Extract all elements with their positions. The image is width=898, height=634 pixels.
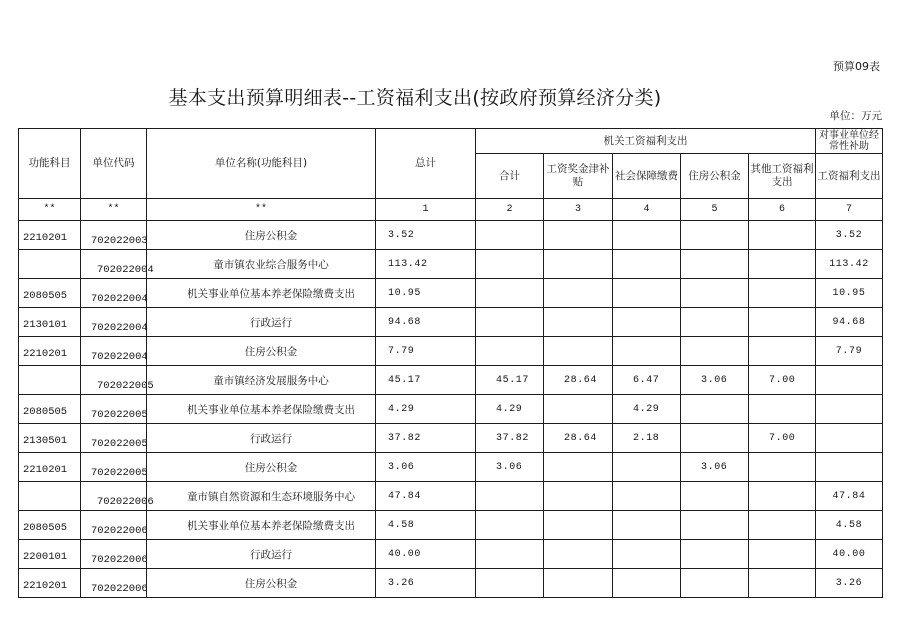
total-cell: 10.95 (376, 279, 476, 308)
housing-cell (681, 279, 749, 308)
table-row (19, 424, 883, 453)
total-cell: 7.79 (376, 337, 476, 366)
table-row (19, 250, 883, 279)
unit-name-cell: 行政运行 (147, 540, 376, 569)
subtotal-cell: 3.06 (476, 453, 544, 482)
housing-cell (681, 569, 749, 598)
header-total: 总计 (376, 129, 476, 199)
page-title: 基本支出预算明细表--工资福利支出(按政府预算经济分类) (168, 87, 662, 109)
unit-code-cell: 702022004 (81, 279, 147, 308)
wages-cell (544, 250, 613, 279)
unit-label: 单位：万元 (829, 110, 882, 122)
housing-cell (681, 250, 749, 279)
social-cell (613, 279, 681, 308)
unit-code-cell: 702022005 (81, 395, 147, 424)
table-row (19, 308, 883, 337)
other-cell (749, 569, 816, 598)
subtotal-cell (476, 279, 544, 308)
other-cell (749, 250, 816, 279)
social-cell (613, 308, 681, 337)
index-cell: ** (81, 199, 147, 221)
other-cell (749, 279, 816, 308)
subtotal-cell (476, 540, 544, 569)
unit-name-cell: 住房公积金 (147, 221, 376, 250)
total-cell: 40.00 (376, 540, 476, 569)
total-cell: 113.42 (376, 250, 476, 279)
housing-cell (681, 308, 749, 337)
other-cell (749, 511, 816, 540)
wages-cell (544, 395, 613, 424)
index-cell: 4 (613, 199, 681, 221)
header-gov-wage-group: 机关工资福利支出 (476, 129, 816, 154)
func-code-cell: 2080505 (19, 395, 81, 424)
func-code-cell: 2210201 (19, 453, 81, 482)
unit-code-cell: 702022004 (81, 250, 147, 279)
budget-table (18, 128, 883, 598)
index-cell: 1 (376, 199, 476, 221)
housing-cell (681, 540, 749, 569)
wages-cell (544, 337, 613, 366)
func-code-cell: 2080505 (19, 279, 81, 308)
inst-wages-cell: 7.79 (816, 337, 883, 366)
unit-name-cell: 行政运行 (147, 308, 376, 337)
table-row (19, 569, 883, 598)
subtotal-cell: 4.29 (476, 395, 544, 424)
unit-code-cell: 702022004 (81, 308, 147, 337)
inst-wages-cell: 3.52 (816, 221, 883, 250)
index-row (19, 199, 883, 221)
inst-wages-cell: 94.68 (816, 308, 883, 337)
header-wages: 工资奖金津补贴 (544, 154, 613, 199)
wages-cell (544, 221, 613, 250)
unit-name-cell: 机关事业单位基本养老保险缴费支出 (147, 511, 376, 540)
social-cell (613, 540, 681, 569)
form-number-label: 预算09表 (833, 60, 880, 73)
unit-code-cell: 702022005 (81, 424, 147, 453)
header-inst-subsidy-group: 对事业单位经常性补助 (816, 129, 883, 154)
header-social: 社会保障缴费 (613, 154, 681, 199)
header-inst-wages: 工资福利支出 (816, 154, 883, 199)
inst-wages-cell: 47.84 (816, 482, 883, 511)
social-cell: 2.18 (613, 424, 681, 453)
inst-wages-cell: 113.42 (816, 250, 883, 279)
social-cell (613, 337, 681, 366)
housing-cell (681, 482, 749, 511)
index-cell: 5 (681, 199, 749, 221)
table-row (19, 366, 883, 395)
housing-cell: 3.06 (681, 453, 749, 482)
wages-cell (544, 569, 613, 598)
index-cell: 6 (749, 199, 816, 221)
social-cell (613, 250, 681, 279)
total-cell: 3.26 (376, 569, 476, 598)
other-cell (749, 308, 816, 337)
table-row (19, 540, 883, 569)
other-cell (749, 540, 816, 569)
other-cell (749, 395, 816, 424)
subtotal-cell: 45.17 (476, 366, 544, 395)
other-cell (749, 453, 816, 482)
table-row (19, 482, 883, 511)
subtotal-cell (476, 308, 544, 337)
func-code-cell: 2130101 (19, 308, 81, 337)
unit-code-cell: 702022005 (81, 366, 147, 395)
subtotal-cell (476, 221, 544, 250)
wages-cell (544, 279, 613, 308)
func-code-cell: 2210201 (19, 337, 81, 366)
func-code-cell: 2130501 (19, 424, 81, 453)
unit-name-cell: 童市镇农业综合服务中心 (147, 250, 376, 279)
func-code-cell: 2200101 (19, 540, 81, 569)
table-row (19, 453, 883, 482)
wages-cell (544, 540, 613, 569)
inst-wages-cell: 40.00 (816, 540, 883, 569)
other-cell (749, 337, 816, 366)
total-cell: 3.52 (376, 221, 476, 250)
wages-cell (544, 482, 613, 511)
social-cell (613, 453, 681, 482)
index-cell: ** (147, 199, 376, 221)
unit-name-cell: 童市镇经济发展服务中心 (147, 366, 376, 395)
inst-wages-cell: 10.95 (816, 279, 883, 308)
social-cell: 4.29 (613, 395, 681, 424)
unit-name-cell: 住房公积金 (147, 569, 376, 598)
func-code-cell (19, 366, 81, 395)
table-row (19, 221, 883, 250)
unit-code-cell: 702022006 (81, 482, 147, 511)
total-cell: 37.82 (376, 424, 476, 453)
housing-cell (681, 395, 749, 424)
housing-cell (681, 424, 749, 453)
subtotal-cell: 37.82 (476, 424, 544, 453)
wages-cell: 28.64 (544, 424, 613, 453)
inst-wages-cell (816, 424, 883, 453)
index-cell: 2 (476, 199, 544, 221)
header-unit-name: 单位名称(功能科目) (147, 129, 376, 199)
unit-name-cell: 住房公积金 (147, 337, 376, 366)
unit-name-cell: 机关事业单位基本养老保险缴费支出 (147, 395, 376, 424)
total-cell: 3.06 (376, 453, 476, 482)
inst-wages-cell: 3.26 (816, 569, 883, 598)
housing-cell (681, 511, 749, 540)
other-cell: 7.00 (749, 366, 816, 395)
unit-code-cell: 702022004 (81, 337, 147, 366)
header-row-top (19, 129, 883, 154)
wages-cell (544, 308, 613, 337)
inst-wages-cell (816, 366, 883, 395)
unit-code-cell: 702022005 (81, 453, 147, 482)
header-func-code: 功能科目 (19, 129, 81, 199)
table-row (19, 279, 883, 308)
unit-name-cell: 童市镇自然资源和生态环境服务中心 (147, 482, 376, 511)
subtotal-cell (476, 569, 544, 598)
total-cell: 94.68 (376, 308, 476, 337)
table-row (19, 337, 883, 366)
table-row (19, 511, 883, 540)
header-housing: 住房公积金 (681, 154, 749, 199)
social-cell (613, 482, 681, 511)
inst-wages-cell (816, 395, 883, 424)
social-cell (613, 511, 681, 540)
wages-cell (544, 511, 613, 540)
table-row (19, 395, 883, 424)
unit-name-cell: 机关事业单位基本养老保险缴费支出 (147, 279, 376, 308)
wages-cell (544, 453, 613, 482)
social-cell (613, 569, 681, 598)
social-cell (613, 221, 681, 250)
unit-code-cell: 702022006 (81, 511, 147, 540)
unit-code-cell: 702022006 (81, 540, 147, 569)
unit-code-cell: 702022006 (81, 569, 147, 598)
index-cell: 7 (816, 199, 883, 221)
social-cell: 6.47 (613, 366, 681, 395)
inst-wages-cell: 4.58 (816, 511, 883, 540)
subtotal-cell (476, 250, 544, 279)
subtotal-cell (476, 482, 544, 511)
housing-cell: 3.06 (681, 366, 749, 395)
total-cell: 4.29 (376, 395, 476, 424)
func-code-cell: 2210201 (19, 569, 81, 598)
housing-cell (681, 337, 749, 366)
header-unit-code: 单位代码 (81, 129, 147, 199)
other-cell (749, 221, 816, 250)
total-cell: 45.17 (376, 366, 476, 395)
wages-cell: 28.64 (544, 366, 613, 395)
total-cell: 4.58 (376, 511, 476, 540)
subtotal-cell (476, 337, 544, 366)
unit-name-cell: 住房公积金 (147, 453, 376, 482)
func-code-cell (19, 250, 81, 279)
func-code-cell (19, 482, 81, 511)
func-code-cell: 2080505 (19, 511, 81, 540)
header-subtotal: 合计 (476, 154, 544, 199)
housing-cell (681, 221, 749, 250)
subtotal-cell (476, 511, 544, 540)
other-cell (749, 482, 816, 511)
unit-code-cell: 702022003 (81, 221, 147, 250)
header-other: 其他工资福利支出 (749, 154, 816, 199)
inst-wages-cell (816, 453, 883, 482)
table-body (19, 221, 883, 598)
total-cell: 47.84 (376, 482, 476, 511)
unit-name-cell: 行政运行 (147, 424, 376, 453)
index-cell: ** (19, 199, 81, 221)
other-cell: 7.00 (749, 424, 816, 453)
index-cell: 3 (544, 199, 613, 221)
func-code-cell: 2210201 (19, 221, 81, 250)
